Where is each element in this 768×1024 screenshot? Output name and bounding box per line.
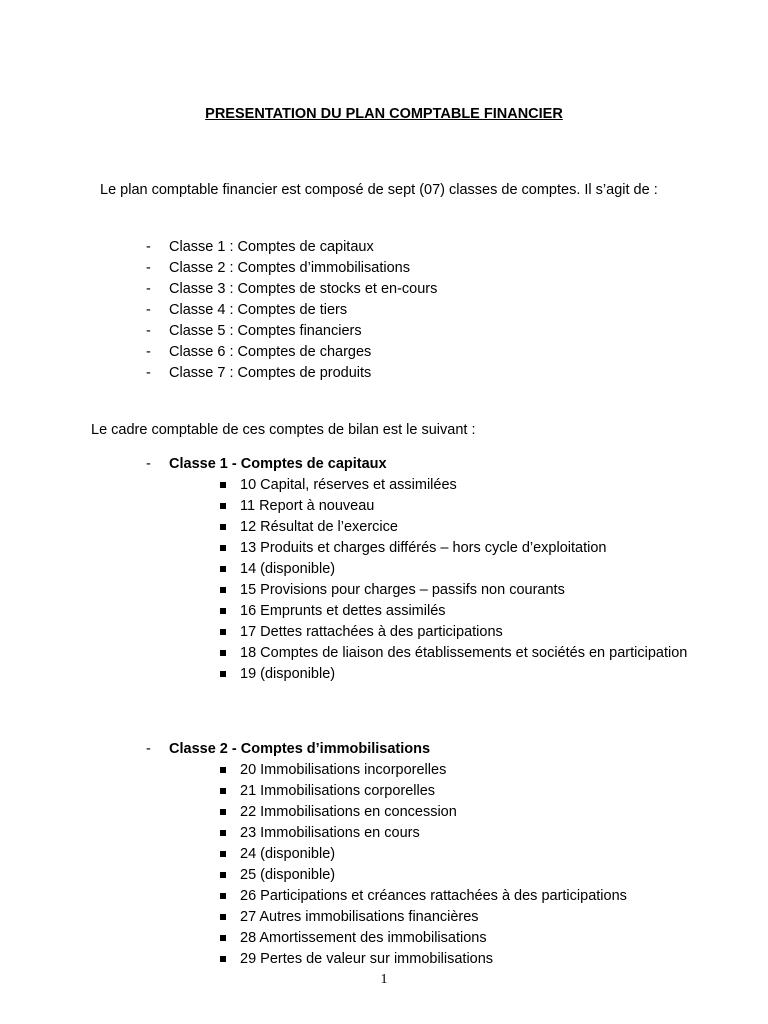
table-row: 23 Immobilisations en cours (217, 823, 713, 844)
table-row: 18 Comptes de liaison des établissements et sociétés en participation (217, 643, 713, 664)
list-item: - Classe 4 : Comptes de tiers (146, 302, 348, 318)
square-bullet-icon (220, 830, 226, 836)
table-row: 13 Produits et charges différés – hors cycle d’exploitation (217, 538, 713, 559)
square-bullet-icon (220, 566, 226, 572)
square-bullet-icon (220, 809, 226, 815)
page-number: 1 (380, 972, 388, 987)
table-row: 26 Participations et créances rattachées à des participations (217, 886, 713, 907)
square-bullet-icon (220, 872, 226, 878)
classes-list (146, 237, 706, 384)
list-item: - Classe 1 : Comptes de capitaux (146, 239, 374, 255)
square-bullet-icon (220, 482, 226, 488)
table-row: 25 (disponible) (217, 865, 713, 886)
square-bullet-icon (220, 629, 226, 635)
list-item: - Classe 6 : Comptes de charges (146, 344, 372, 360)
table-row: 16 Emprunts et dettes assimilés (217, 601, 713, 622)
square-bullet-icon (220, 788, 226, 794)
square-bullet-icon (220, 524, 226, 530)
square-bullet-icon (220, 914, 226, 920)
table-row: 19 (disponible) (217, 664, 713, 685)
square-bullet-icon (220, 671, 226, 677)
class1-accounts (217, 475, 713, 685)
table-row: 28 Amortissement des immobilisations (217, 928, 713, 949)
square-bullet-icon (220, 587, 226, 593)
square-bullet-icon (220, 545, 226, 551)
square-bullet-icon (220, 608, 226, 614)
table-row: 10 Capital, réserves et assimilées (217, 475, 713, 496)
class1-heading: - Classe 1 - Comptes de capitaux (146, 456, 387, 472)
list-item: - Classe 3 : Comptes de stocks et en-cours (146, 281, 438, 297)
square-bullet-icon (220, 935, 226, 941)
cadre-intro: Le cadre comptable de ces comptes de bilan est le suivant : (91, 422, 476, 438)
table-row: 22 Immobilisations en concession (217, 802, 713, 823)
table-row: 14 (disponible) (217, 559, 713, 580)
class2-section (146, 739, 706, 760)
page-title: PRESENTATION DU PLAN COMPTABLE FINANCIER (205, 106, 563, 122)
table-row: 15 Provisions pour charges – passifs non courants (217, 580, 713, 601)
table-row: 29 Pertes de valeur sur immobilisations (217, 949, 713, 970)
square-bullet-icon (220, 767, 226, 773)
square-bullet-icon (220, 650, 226, 656)
intro-paragraph: Le plan comptable financier est composé de sept (07) classes de comptes. Il s’agit de : (100, 182, 658, 198)
square-bullet-icon (220, 956, 226, 962)
class2-accounts (217, 760, 713, 970)
list-item: - Classe 7 : Comptes de produits (146, 365, 372, 381)
list-item: - Classe 5 : Comptes financiers (146, 323, 362, 339)
table-row: 20 Immobilisations incorporelles (217, 760, 713, 781)
list-item: - Classe 2 : Comptes d’immobilisations (146, 260, 410, 276)
table-row: 27 Autres immobilisations financières (217, 907, 713, 928)
table-row: 24 (disponible) (217, 844, 713, 865)
square-bullet-icon (220, 503, 226, 509)
class1-section (146, 454, 706, 475)
square-bullet-icon (220, 893, 226, 899)
table-row: 17 Dettes rattachées à des participations (217, 622, 713, 643)
table-row: 21 Immobilisations corporelles (217, 781, 713, 802)
class2-heading: - Classe 2 - Comptes d’immobilisations (146, 741, 431, 757)
square-bullet-icon (220, 851, 226, 857)
table-row: 12 Résultat de l’exercice (217, 517, 713, 538)
table-row: 11 Report à nouveau (217, 496, 713, 517)
